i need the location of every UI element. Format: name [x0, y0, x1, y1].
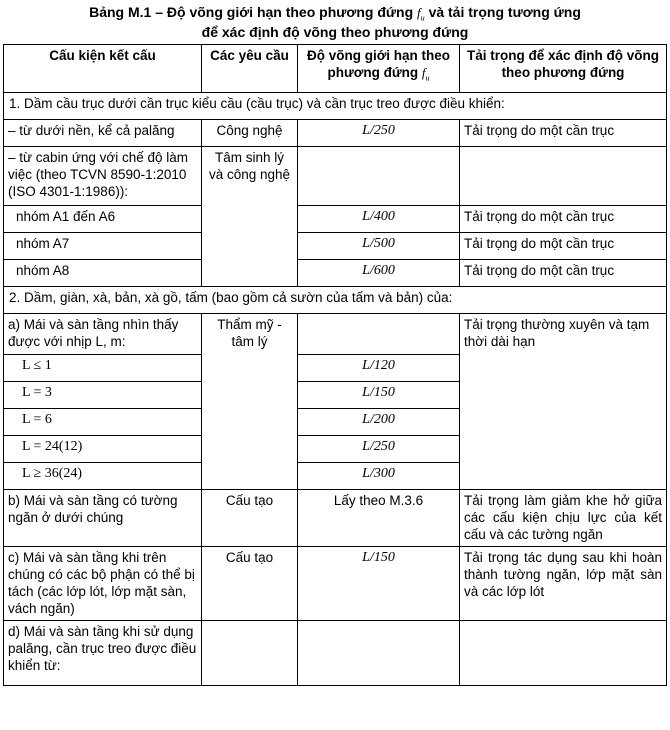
- table-row: [4, 206, 667, 233]
- limit-cell: L/200: [298, 409, 460, 436]
- table-row: [4, 490, 667, 547]
- load-cell: Tải trọng do một cần trục: [460, 206, 667, 233]
- member-cell: a) Mái và sàn tầng nhìn thấy được với nhịp L, m:: [4, 314, 202, 355]
- deflection-limits-table: [3, 44, 667, 686]
- span-cell: L = 3: [4, 382, 202, 409]
- member-cell: c) Mái và sàn tầng khi trên chúng có các bộ phận có thể bị tách (các lớp lót, lớp mặt sàn, vách ngăn): [4, 547, 202, 621]
- section2-title: 2. Dầm, giàn, xà, bản, xà gồ, tấm (bao gồm cả sườn của tấm và bản) của:: [4, 287, 667, 314]
- limit-cell: L/250: [298, 120, 460, 147]
- table-row: [4, 260, 667, 287]
- load-cell: Tải trọng tác dụng sau khi hoàn thành tường ngăn, lớp mặt sàn và các lớp lót: [460, 547, 667, 621]
- load-cell: [460, 621, 667, 686]
- requirement-cell: Công nghệ: [202, 120, 298, 147]
- section2-title-row: [4, 287, 667, 314]
- requirement-cell: Cấu tạo: [202, 547, 298, 621]
- limit-cell: L/250: [298, 436, 460, 463]
- limit-cell: [298, 621, 460, 686]
- span-cell: L ≥ 36(24): [4, 463, 202, 490]
- limit-cell: L/150: [298, 382, 460, 409]
- title-suffix: và tải trọng tương ứng: [428, 4, 581, 20]
- member-cell: nhóm A1 đến A6: [4, 206, 202, 233]
- table-title-line2: để xác định độ võng theo phương đứng: [201, 24, 469, 40]
- member-cell: nhóm A8: [4, 260, 202, 287]
- requirement-cell: Thẩm mỹ - tâm lý: [202, 314, 298, 490]
- limit-cell: L/150: [298, 547, 460, 621]
- requirement-cell: Cấu tạo: [202, 490, 298, 547]
- member-cell: nhóm A7: [4, 233, 202, 260]
- header-structural-member: Cấu kiện kết cấu: [4, 45, 202, 93]
- load-cell: Tải trọng làm giảm khe hở giữa các cấu kiện chịu lực của kết cấu và các tường ngăn: [460, 490, 667, 547]
- header-requirements: Các yêu cầu: [202, 45, 298, 93]
- span-cell: L = 6: [4, 409, 202, 436]
- member-cell: – từ dưới nền, kể cả palăng: [4, 120, 202, 147]
- load-cell: Tải trọng do một cần trục: [460, 120, 667, 147]
- limit-cell: L/400: [298, 206, 460, 233]
- limit-cell: L/120: [298, 355, 460, 382]
- table-row: [4, 147, 667, 206]
- span-cell: L = 24(12): [4, 436, 202, 463]
- member-cell: d) Mái và sàn tầng khi sử dụng palăng, cần trục treo được điều khiển từ:: [4, 621, 202, 686]
- member-cell: – từ cabin ứng với chế độ làm việc (theo TCVN 8590-1:2010 (ISO 4301-1:1986)):: [4, 147, 202, 206]
- section1-title-row: [4, 93, 667, 120]
- header-row: [4, 45, 667, 93]
- table-row: [4, 233, 667, 260]
- limit-cell: Lấy theo M.3.6: [298, 490, 460, 547]
- header-deflection-limit: Độ võng giới hạn theo phương đứng $f_u$: [298, 45, 460, 93]
- limit-cell: [298, 314, 460, 355]
- load-cell: Tải trọng thường xuyên và tạm thời dài hạn: [460, 314, 667, 490]
- section1-title: 1. Dầm cầu trục dưới cần trục kiểu cầu (cầu trục) và cần trục treo được điều khiển:: [4, 93, 667, 120]
- load-cell: [460, 147, 667, 206]
- limit-cell: L/500: [298, 233, 460, 260]
- load-cell: Tải trọng do một cần trục: [460, 260, 667, 287]
- limit-cell: L/300: [298, 463, 460, 490]
- table-row: [4, 120, 667, 147]
- header-load: Tải trọng để xác định độ võng theo phương đứng: [460, 45, 667, 93]
- requirement-cell: Tâm sinh lý và công nghệ: [202, 147, 298, 287]
- title-prefix: Bảng M.1 – Độ võng giới hạn theo phương đứng: [89, 4, 414, 20]
- table-row: [4, 314, 667, 355]
- fu-symbol: $f_u$: [417, 5, 425, 23]
- limit-cell: [298, 147, 460, 206]
- requirement-cell: [202, 621, 298, 686]
- table-row: [4, 621, 667, 686]
- member-cell: b) Mái và sàn tầng có tường ngăn ở dưới chúng: [4, 490, 202, 547]
- span-cell: L ≤ 1: [4, 355, 202, 382]
- load-cell: Tải trọng do một cần trục: [460, 233, 667, 260]
- limit-cell: L/600: [298, 260, 460, 287]
- table-row: [4, 547, 667, 621]
